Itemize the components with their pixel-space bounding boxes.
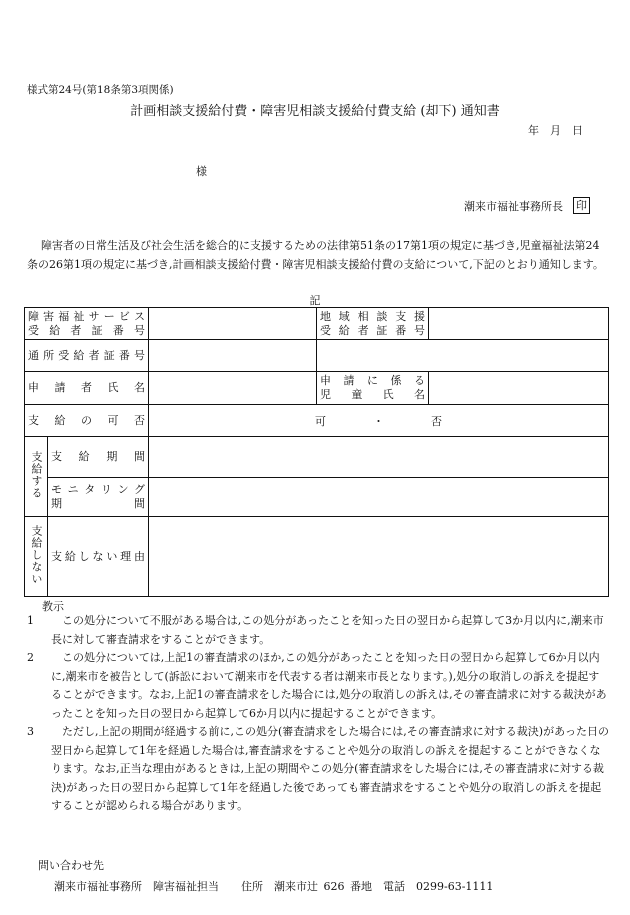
contact-line: 潮来市福祉事務所 障害福祉担当 住所 潮来市辻 626 番地 電話 0299-63-1111 <box>54 880 494 893</box>
monitoring-label: モニタリング 期間 <box>48 478 149 517</box>
region-number-field[interactable] <box>429 308 609 340</box>
approval-dot: ・ <box>373 414 384 428</box>
table-row <box>25 517 609 597</box>
monitoring-field[interactable] <box>149 478 609 517</box>
daycare-blank <box>317 340 609 372</box>
child-name-field[interactable] <box>429 372 609 405</box>
table-row <box>25 478 609 517</box>
reason-field[interactable] <box>149 517 609 597</box>
daycare-number-field[interactable] <box>149 340 317 372</box>
approval-label: 支給の可否 <box>25 405 149 437</box>
notes-list <box>27 612 610 816</box>
table-row <box>25 405 609 437</box>
seal-mark: 印 <box>573 197 590 214</box>
period-field[interactable] <box>149 437 609 478</box>
service-number-label: 障害福祉サービス 受給者証番号 <box>25 308 149 340</box>
list-item: 2 この処分については,上記1の審査請求のほか,この処分があったことを知った日の翌日から起算して6か月以内に,潮来市を被告として(訴訟において潮来市を代表する者は潮来市長となります。),処分の取消しの訴えを提起することができます。なお,上記1の審査請求をした場合には,処分の取消しの訴えは,その審査請求に対する裁決があったことを知った日の翌日から起算して6か月以内に提起することができます。 <box>27 651 607 720</box>
date-line: 年 月 日 <box>528 124 583 137</box>
table-row <box>25 372 609 405</box>
issuer-block <box>464 197 590 214</box>
list-item: 1 この処分について不服がある場合は,この処分があったことを知った日の翌日から起算して3か月以内に,潮来市長に対して審査請求をすることができます。 <box>27 614 604 646</box>
approval-yes: 可 <box>315 414 326 428</box>
applicant-name-field[interactable] <box>149 372 317 405</box>
daycare-number-label: 通所受給者証番号 <box>25 340 149 372</box>
table-row <box>25 340 609 372</box>
service-number-field[interactable] <box>149 308 317 340</box>
document-title: 計画相談支援給付費・障害児相談支援給付費支給 (却下) 通知書 <box>130 104 500 119</box>
approval-value[interactable] <box>149 405 609 437</box>
ki-marker: 記 <box>309 294 321 307</box>
intro-paragraph: 障害者の日常生活及び社会生活を総合的に支援するための法律第51条の17第1項の規定に基づき,児童福祉法第24条の26第1項の規定に基づき,計画相談支援給付費・障害児相談支援給付費の支給について,下記のとおり通知します。 <box>27 239 604 271</box>
contact-heading: 問い合わせ先 <box>38 859 104 872</box>
issuer-name: 潮来市福祉事務所長 <box>464 199 563 213</box>
notes-heading: 教示 <box>42 600 64 613</box>
list-item: 3 ただし,上記の期間が経過する前に,この処分(審査請求をした場合には,その審査請求に対する裁決)があった日の翌日から起算して1年を経過した場合は,審査請求をすることや処分の取消しの訴えを提起することができなくなります。なお,正当な理由があるときは,上記の期間やこの処分(審査請求をした場合には,その審査請求に対する裁決)があった日の翌日から起算して1年を経過した後であっても審査請求をすることや処分の取消しの訴えを提起することが認められる場合があります。 <box>27 725 609 812</box>
reason-label: 支給しない理由 <box>48 517 149 597</box>
form-number: 様式第24号(第18条第3項関係) <box>27 84 174 96</box>
table-row <box>25 437 609 478</box>
period-label: 支給期間 <box>48 437 149 478</box>
notprovide-vertical-label: 支給しない <box>25 517 48 597</box>
table-row <box>25 308 609 340</box>
approval-no: 否 <box>431 414 442 428</box>
addressee-honorific: 様 <box>196 165 207 178</box>
child-name-label: 申請に係る 児童氏名 <box>317 372 429 405</box>
region-number-label: 地域相談支援 受給者証番号 <box>317 308 429 340</box>
notice-table <box>24 307 609 597</box>
applicant-name-label: 申請者氏名 <box>25 372 149 405</box>
provide-vertical-label: 支給する <box>25 437 48 517</box>
